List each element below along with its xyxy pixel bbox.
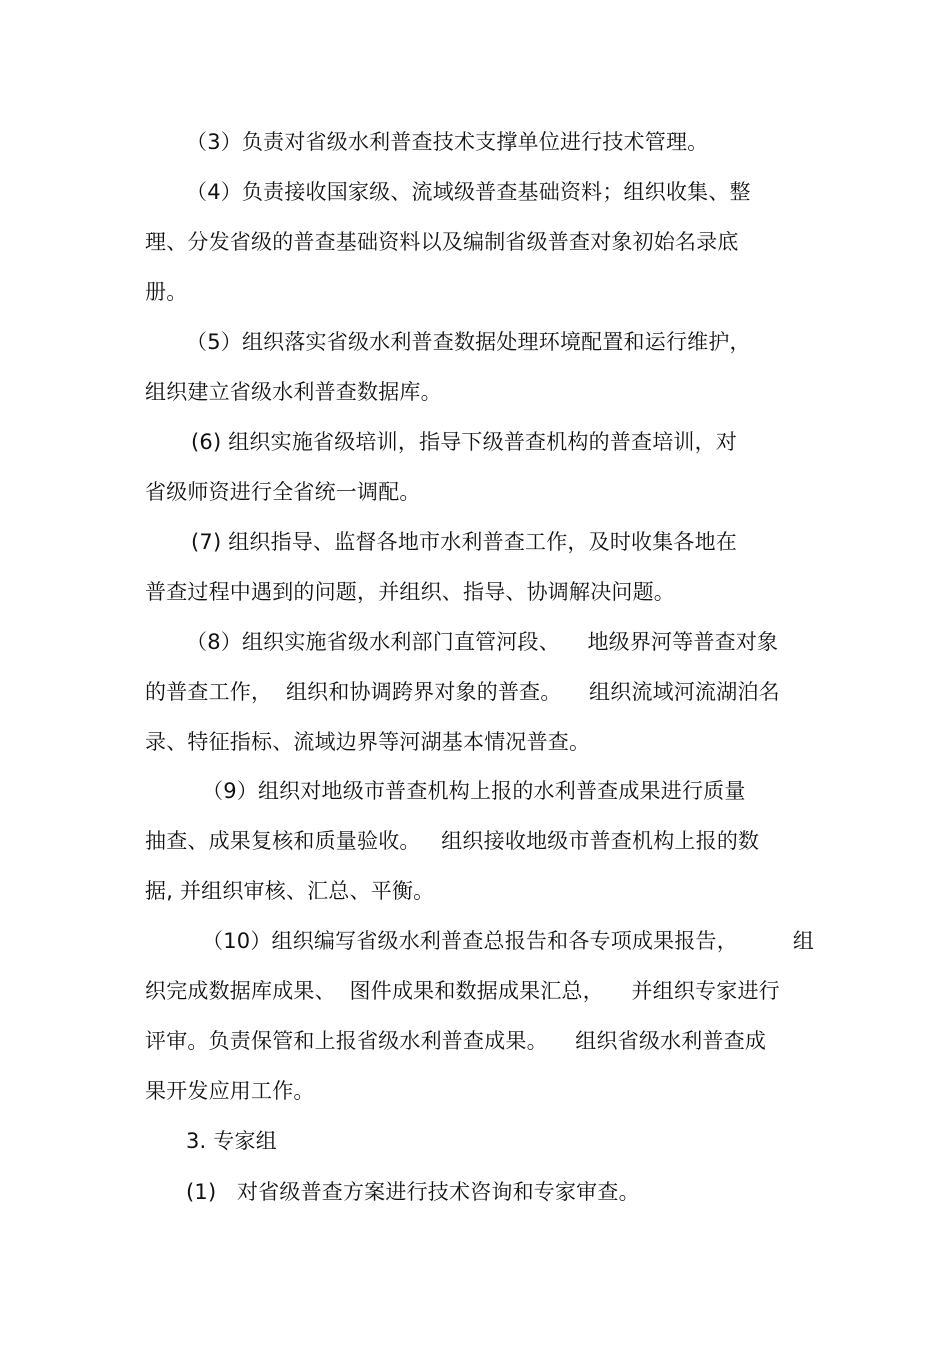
paragraph-line: 的普查工作， 组织和协调跨界对象的普查。 组织流域河流湖泊名 — [145, 680, 780, 704]
paragraph-line: 抽查、成果复核和质量验收。 组织接收地级市普查机构上报的数 — [145, 829, 760, 853]
paragraph-line: 织完成数据库成果、 图件成果和数据成果汇总， 并组织专家进行 — [145, 979, 780, 1003]
paragraph-line: （5）组织落实省级水利普查数据处理环境配置和运行维护， — [186, 330, 751, 354]
paragraph-line: （9）组织对地级市普查机构上报的水利普查成果进行质量 — [202, 779, 746, 803]
paragraph-line: (1) 对省级普查方案进行技术咨询和专家审查。 — [186, 1180, 640, 1204]
section-heading: 3. 专家组 — [186, 1129, 277, 1153]
paragraph-line: 录、特征指标、流域边界等河湖基本情况普查。 — [145, 730, 591, 754]
paragraph-line: 果开发应用工作。 — [145, 1079, 315, 1103]
paragraph-line: 组织建立省级水利普查数据库。 — [145, 380, 442, 404]
paragraph-line: 评审。负责保管和上报省级水利普查成果。 组织省级水利普查成 — [145, 1029, 767, 1053]
paragraph-line: 普查过程中遇到的问题，并组织、指导、协调解决问题。 — [145, 580, 675, 604]
paragraph-line: （8）组织实施省级水利部门直管河段、 地级界河等普查对象 — [186, 630, 779, 654]
paragraph-line: 理、分发省级的普查基础资料以及编制省级普查对象初始名录底 — [145, 230, 739, 254]
paragraph-line: （4）负责接收国家级、流域级普查基础资料；组织收集、整 — [186, 180, 751, 204]
paragraph-line: 据, 并组织审核、汇总、平衡。 — [145, 879, 435, 903]
paragraph-line: 省级师资进行全省统一调配。 — [145, 480, 421, 504]
paragraph-line: 册。 — [145, 280, 188, 304]
paragraph-line: （3）负责对省级水利普查技术支撑单位进行技术管理。 — [186, 130, 709, 154]
paragraph-line: （10）组织编写省级水利普查总报告和各专项成果报告， 组 — [202, 929, 815, 953]
paragraph-line: (6) 组织实施省级培训，指导下级普查机构的普查培训，对 — [191, 430, 738, 454]
paragraph-line: (7) 组织指导、监督各地市水利普查工作，及时收集各地在 — [191, 530, 738, 554]
